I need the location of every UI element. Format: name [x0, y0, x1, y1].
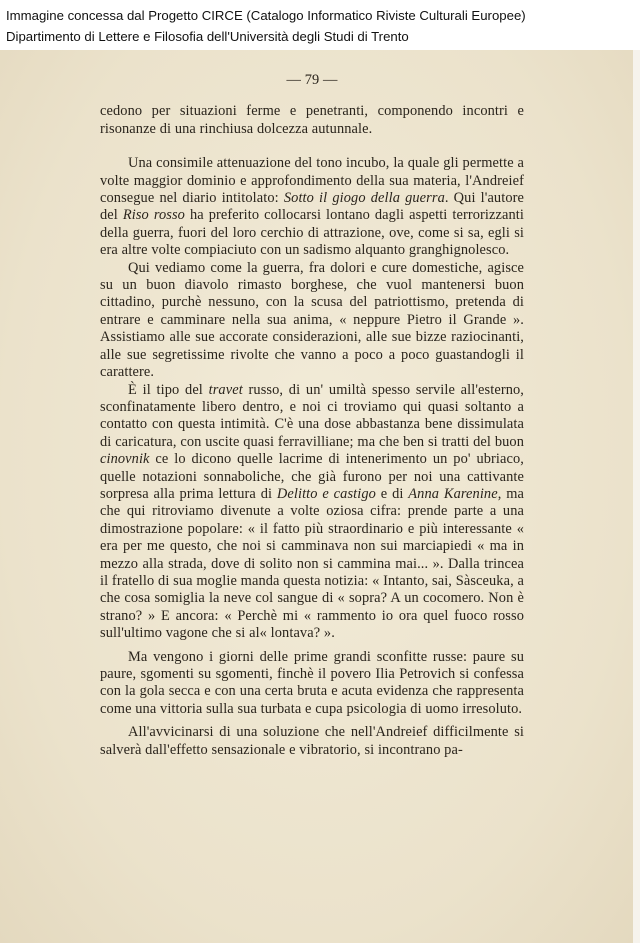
- page-body: [100, 72, 524, 759]
- paragraph-4-text-a: È il tipo del: [128, 381, 209, 398]
- image-credit-header: [0, 0, 640, 50]
- credit-line-1: Immagine concessa dal Progetto CIRCE (Catalogo Informatico Riviste Culturali Europee): [6, 8, 526, 23]
- paragraph-4-text-d: e di: [375, 485, 409, 502]
- paragraph-4-text-c: ce lo dicono quelle lacrime di intenerimento un po' ubriaco, quelle notazioni sonnaboliche, che già furono per noi una cattivante sorpresa alla prima lettura di: [100, 451, 524, 502]
- paragraph-2-text-b: . Qui l'autore del: [100, 190, 525, 224]
- italic-title-anna-karenine: Anna Karenine: [408, 485, 498, 502]
- italic-cinovnik: cinovnik: [100, 451, 150, 468]
- paragraph-3: Qui vediamo come la guerra, fra dolori e cure domestiche, agisce su un buon diavolo rimasto borghese, che vuol mantenersi buon cittadino, purchè nessuno, con la scusa del patriottismo, pretenda di entrare e camminare nella sua anima, « neppure Pietro il Grande ». Assistiamo alle sue accorate considerazioni, alle sue bizze raziocinanti, alle sue segretissime rivolte che vanno a poco a poco guastandogli il carattere.: [100, 259, 524, 381]
- paragraph-2: [100, 155, 524, 259]
- italic-title-sotto-il-giogo: Sotto il giogo della guerra: [283, 190, 445, 207]
- paragraph-6: All'avvicinarsi di una soluzione che nell'Andreief difficilmente si salverà dall'effetto sensazionale e vibratorio, si incontrano pa-: [100, 724, 524, 758]
- paragraph-1: cedono per situazioni ferme e penetranti, componendo incontri e risonanze di una rinchiusa dolcezza autunnale.: [100, 103, 524, 137]
- credit-line-2: Dipartimento di Lettere e Filosofia dell'Università degli Studi di Trento: [6, 29, 409, 44]
- paragraph-4-text-e: , ma che qui ritroviamo divenute a volte oziosa cifra: prende parte a una dimostrazione popolare: « il fatto più straordinario e più interessante « era per me questo, che noi si camminava non sui marciapiedi « ma in mezzo alla strada, dove di solito non si cammina mai... ». Dalla trincea il fratello di sua moglie manda questa notizia: « Intanto, sai, Sàsceuka, a che cosa somiglia la neve col sangue di « sopra? A un cocomero. Non è strano? » E ancora: « Perchè mi « rammento io ora quel fuoco rosso sull'ultimo vagone che si al« lontava? ».: [100, 485, 525, 642]
- italic-travet: travet: [208, 381, 243, 398]
- paragraph-2-text-a: Una consimile attenuazione del tono incubo, la quale gli permette a volte maggior dominio e approfondimento della sua materia, l'Andreief consegue nel diario intitolato:: [100, 155, 524, 207]
- italic-title-delitto-e-castigo: Delitto e castigo: [276, 485, 376, 502]
- page-number: — 79 —: [286, 72, 338, 88]
- italic-title-riso-rosso: Riso rosso: [122, 207, 185, 224]
- scanned-page: [0, 50, 633, 943]
- paragraph-5: Ma vengono i giorni delle prime grandi sconfitte russe: paure su paure, sgomenti su sgomenti, finchè il povero Ilia Petrovich si confessa con la gola secca e con una certa bruta e acuta evidenza che rappresenta come una vittoria sulla sua turbata e cupa psicologia di uomo irresoluto.: [100, 648, 524, 717]
- paragraph-2-text-c: ha preferito collocarsi lontano dagli aspetti terrorizzanti della guerra, fuori del loro cerchio di attrazione, ove, come si sa, egli si era altre volte compiaciuto con un sadismo alquanto granghignolesco.: [100, 207, 524, 259]
- paragraph-4: [100, 382, 524, 643]
- paragraph-4-text-b: russo, di un' umiltà spesso servile all'esterno, sconfinatamente libero dentro, e noi ci troviamo qui quasi soltanto a contatto con questa intimità. C'è una dose abbastanza bene dissimulata di caricatura, con uscite quasi ferravilliane; ma che ben si tratti del buon: [100, 381, 524, 450]
- page-edge: [633, 50, 640, 943]
